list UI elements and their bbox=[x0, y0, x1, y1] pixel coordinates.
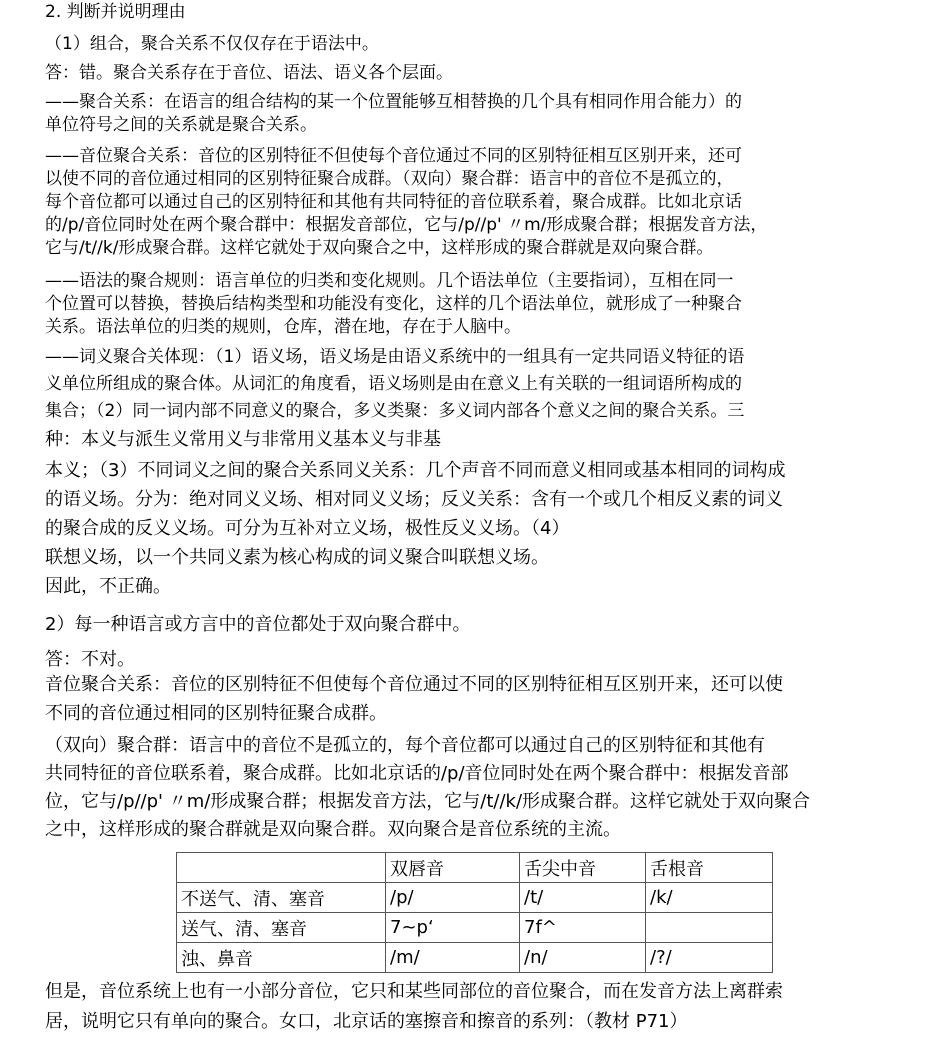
text-line: 关系。语法单位的归类的规则，仓库，潜在地，存在于人脑中。 bbox=[45, 317, 521, 337]
table-header-cell: 舌尖中音 bbox=[520, 853, 646, 883]
text-line: 之中，这样形成的聚合群就是双向聚合群。双向聚合是音位系统的主流。 bbox=[45, 819, 621, 840]
table-header-cell: 舌根音 bbox=[646, 853, 773, 883]
table-cell: 浊、鼻音 bbox=[177, 943, 386, 973]
table-cell bbox=[646, 913, 773, 943]
phoneme-table bbox=[176, 852, 773, 973]
text-line: 单位符号之间的关系就是聚合关系。 bbox=[45, 115, 317, 135]
table-header-row bbox=[177, 853, 773, 883]
table-cell: /p/ bbox=[386, 883, 520, 913]
table-cell: 7f^ bbox=[520, 913, 646, 943]
text-line: 共同特征的音位联系着，聚合成群。比如北京话的/p/音位同时处在两个聚合群中：根据发音部 bbox=[45, 763, 789, 784]
table-cell: /m/ bbox=[386, 943, 520, 973]
text-line: 每个音位都可以通过自己的区别特征和其他有共同特征的音位联系着，聚合成群。比如北京话 bbox=[45, 192, 742, 212]
table-row bbox=[177, 943, 773, 973]
text-line: ——音位聚合关系：音位的区别特征不但使每个音位通过不同的区别特征相互区别开来，还可 bbox=[45, 146, 742, 166]
text-line: ——词义聚合关体现：（1）语义场，语义场是由语义系统中的一组具有一定共同语义特征的语 bbox=[45, 347, 745, 367]
text-line: 它与/t//k/形成聚合群。这样它就处于双向聚合之中，这样形成的聚合群就是双向聚合群。 bbox=[45, 238, 714, 258]
text-line: 2）每一种语言或方言中的音位都处于双向聚合群中。 bbox=[45, 614, 471, 635]
table-cell: 7~p‘ bbox=[386, 913, 520, 943]
text-line: （双向）聚合群：语言中的音位不是孤立的，每个音位都可以通过自己的区别特征和其他有 bbox=[45, 735, 765, 756]
text-line: 答：不对。 bbox=[45, 649, 135, 670]
text-line: 答：错。聚合关系存在于音位、语法、语义各个层面。 bbox=[45, 63, 453, 83]
text-line: （1）组合，聚合关系不仅仅存在于语法中。 bbox=[45, 34, 379, 54]
text-line: 不同的音位通过相同的区别特征聚合成群。 bbox=[45, 703, 387, 724]
text-line: 但是，音位系统上也有一小部分音位，它只和某些同部位的音位聚合，而在发音方法上离群索 bbox=[45, 981, 783, 1002]
text-line: 种：本义与派生义常用义与非常用义基本义与非基 bbox=[45, 429, 441, 450]
table-cell: /t/ bbox=[520, 883, 646, 913]
text-line: 的聚合成的反义义场。可分为互补对立义场，极性反义义场。（4） bbox=[45, 518, 570, 539]
table-cell: 送气、清、塞音 bbox=[177, 913, 386, 943]
text-line: 的/p/音位同时处在两个聚合群中：根据发音部位，它与/p//p' 〃m/形成聚合群；根据发音方法， bbox=[45, 215, 768, 235]
text-line: 以使不同的音位通过相同的区别特征聚合成群。（双向）聚合群：语言中的音位不是孤立的， bbox=[45, 169, 734, 189]
table-row bbox=[177, 913, 773, 943]
text-line: 居，说明它只有单向的聚合。女口，北京话的塞擦音和擦音的系列：（教材 P71） bbox=[45, 1011, 688, 1032]
table-cell: /n/ bbox=[520, 943, 646, 973]
text-line: 的语义场。分为：绝对同义义场、相对同义义场；反义关系：含有一个或几个相反义素的词义 bbox=[45, 489, 783, 510]
text-line: 2. 判断并说明理由 bbox=[45, 2, 186, 22]
table-cell: /?/ bbox=[646, 943, 773, 973]
text-line: 位，它与/p//p' 〃m/形成聚合群；根据发音方法，它与/t//k/形成聚合群。这样它就处于双向聚合 bbox=[45, 791, 811, 812]
table-header-cell: 双唇音 bbox=[386, 853, 520, 883]
table-cell: /k/ bbox=[646, 883, 773, 913]
table-cell bbox=[177, 853, 386, 883]
text-line: 个位置可以替换，替换后结构类型和功能没有变化，这样的几个语法单位，就形成了一种聚合 bbox=[45, 294, 742, 314]
text-line: 集合；（2）同一词内部不同意义的聚合，多义类聚：多义词内部各个意义之间的聚合关系。三 bbox=[45, 401, 745, 421]
text-line: 联想义场，以一个共同义素为核心构成的词义聚合叫联想义场。 bbox=[45, 547, 549, 568]
text-line: 因此，不正确。 bbox=[45, 576, 171, 597]
text-line: 义单位所组成的聚合体。从词汇的角度看，语义场则是由在意义上有关联的一组词语所构成的 bbox=[45, 374, 742, 394]
text-line: ——聚合关系：在语言的组合结构的某一个位置能够互相替换的几个具有相同作用合能力）的 bbox=[45, 92, 742, 112]
text-line: ——语法的聚合规则：语言单位的归类和变化规则。几个语法单位（主要指词），互相在同一 bbox=[45, 271, 734, 291]
text-line: 音位聚合关系：音位的区别特征不但使每个音位通过不同的区别特征相互区别开来，还可以使 bbox=[45, 674, 783, 695]
table-row bbox=[177, 883, 773, 913]
table-cell: 不送气、清、塞音 bbox=[177, 883, 386, 913]
text-line: 本义；（3）不同词义之间的聚合关系同义关系：几个声音不同而意义相同或基本相同的词构成 bbox=[45, 460, 786, 481]
